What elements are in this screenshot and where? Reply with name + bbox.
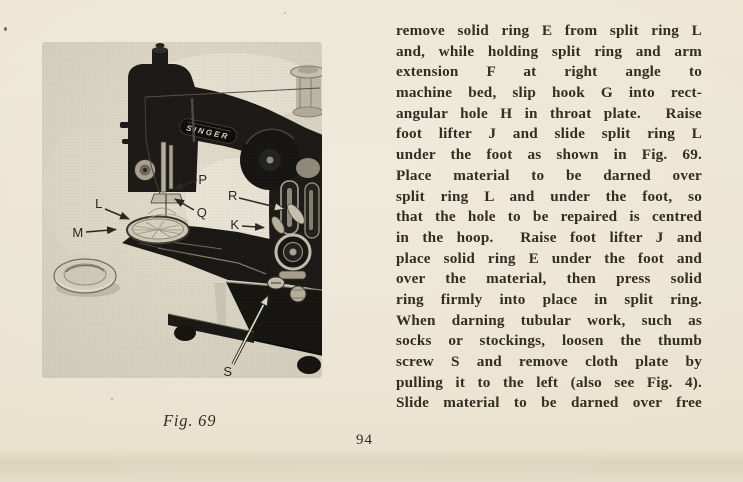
text-line: socks or stockings, loosen the thumb <box>396 332 702 350</box>
text-line: screw S and remove cloth plate by <box>396 353 702 370</box>
sewing-machine-illustration <box>42 42 322 378</box>
text-line: extension F at right angle to <box>396 63 702 81</box>
figure-caption: Fig. 69 <box>163 411 217 430</box>
text-line: pulling it to the left (also see Fig. 4). <box>396 373 702 391</box>
text-line: foot lifter J and slide split ring L <box>396 125 702 143</box>
text-line: Place material to be darned over <box>396 166 702 184</box>
part-label-l: L <box>95 196 103 211</box>
text-line: and, while holding split ring and arm <box>396 42 702 60</box>
part-label-m: M <box>72 225 84 240</box>
text-line: angular hole H in throat plate. Raise <box>396 104 702 122</box>
text-line: When darning tubular work, such as <box>396 311 702 329</box>
scan-speck <box>111 398 113 400</box>
scan-speck <box>284 12 286 14</box>
text-line: under the foot as shown in Fig. 69. <box>396 146 702 164</box>
text-line: split ring L and under the foot, so <box>396 187 702 205</box>
text-line: ring firmly into place in split ring. <box>396 290 702 308</box>
scan-speck <box>4 27 7 31</box>
part-label-r: R <box>228 188 238 203</box>
figure-photo <box>42 42 322 378</box>
text-line: that the hole to be repaired is centred <box>396 208 702 226</box>
part-label-q: Q <box>196 205 208 220</box>
part-label-s: S <box>223 364 233 378</box>
body-text-column <box>396 21 702 414</box>
text-line: over the material, then press solid <box>396 270 702 288</box>
text-line: remove solid ring E from split ring L <box>396 22 702 39</box>
part-label-p: P <box>198 172 208 187</box>
text-line: place solid ring E under the foot and <box>396 249 702 267</box>
text-line: in the hoop. Raise foot lifter J and <box>396 228 702 246</box>
text-line: machine bed, slip hook G into rect- <box>396 84 702 102</box>
page-number: 94 <box>356 432 373 448</box>
part-label-k: K <box>230 217 240 232</box>
text-line: Slide material to be darned over free <box>396 394 702 412</box>
